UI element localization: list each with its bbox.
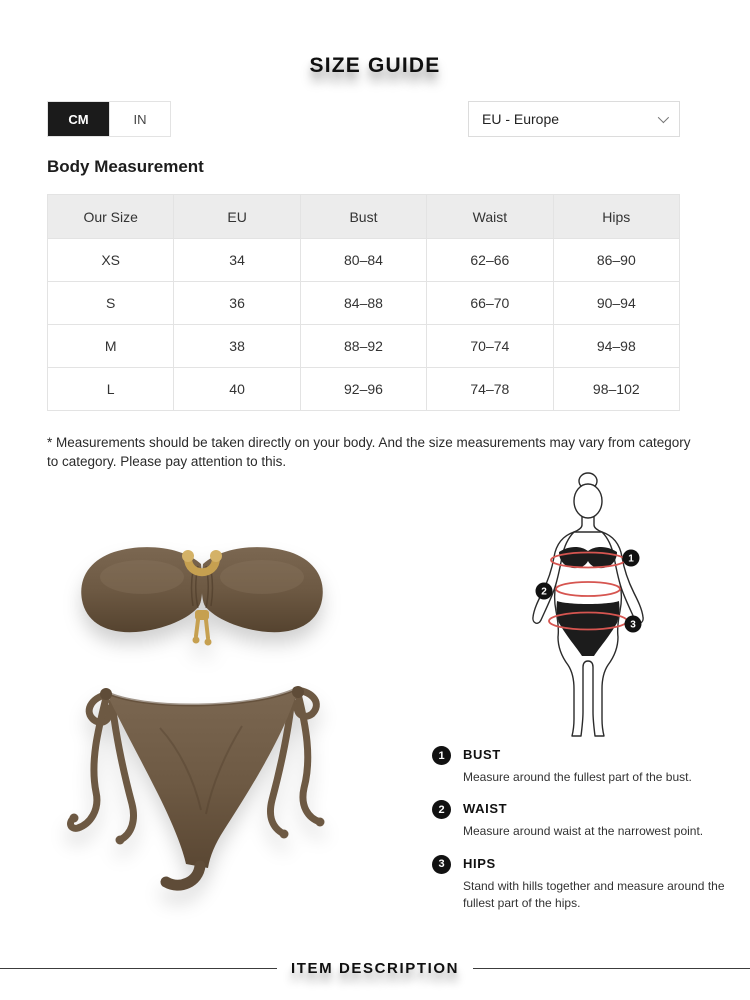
page-title: SIZE GUIDE xyxy=(309,54,441,77)
table-cell: XS xyxy=(48,239,174,282)
table-header-cell: Waist xyxy=(427,195,553,239)
table-cell: 66–70 xyxy=(427,282,553,325)
table-cell: 90–94 xyxy=(553,282,679,325)
bust-number-badge: 1 xyxy=(432,746,451,765)
table-cell: 86–90 xyxy=(553,239,679,282)
table-cell: 88–92 xyxy=(300,325,426,368)
region-select-value: EU - Europe xyxy=(482,111,560,127)
figure-badge-hips: 3 xyxy=(630,619,636,631)
table-cell: 34 xyxy=(174,239,300,282)
divider-line xyxy=(0,968,277,969)
bikini-bottom-tip xyxy=(166,866,200,885)
bikini-bottom-front xyxy=(106,688,298,868)
table-row xyxy=(48,239,680,282)
table-header-cell: Bust xyxy=(300,195,426,239)
table-cell: 94–98 xyxy=(553,325,679,368)
measurement-figure xyxy=(502,470,674,745)
table-cell: 62–66 xyxy=(427,239,553,282)
gold-pendant xyxy=(193,610,212,646)
table-cell: 36 xyxy=(174,282,300,325)
table-header-cell: Hips xyxy=(553,195,679,239)
figure-graphic xyxy=(502,470,674,745)
unit-toggle xyxy=(47,101,171,137)
waist-label: WAIST xyxy=(463,801,508,817)
table-cell: 74–78 xyxy=(427,368,553,411)
table-header-row xyxy=(48,195,680,239)
table-cell: 98–102 xyxy=(553,368,679,411)
table-cell: M xyxy=(48,325,174,368)
table-cell: L xyxy=(48,368,174,411)
waist-description: Measure around waist at the narrowest point. xyxy=(463,824,704,839)
table-cell: 70–74 xyxy=(427,325,553,368)
table-header-cell: EU xyxy=(174,195,300,239)
hips-description: Stand with hills together and measure around the fullest part of the hips. xyxy=(463,878,725,911)
table-row xyxy=(48,368,680,411)
bust-label: BUST xyxy=(463,747,501,762)
bikini-bottom-image xyxy=(40,658,360,913)
item-description-title: ITEM DESCRIPTION xyxy=(290,960,460,977)
table-row xyxy=(48,282,680,325)
item-description-section xyxy=(0,960,750,977)
table-cell: 38 xyxy=(174,325,300,368)
region-select[interactable] xyxy=(468,101,680,137)
figure-badge-waist: 2 xyxy=(541,586,547,598)
bust-description: Measure around the fullest part of the bust. xyxy=(463,770,692,784)
unit-toggle-cm[interactable]: CM xyxy=(48,102,109,136)
table-header-cell: Our Size xyxy=(48,195,174,239)
bikini-bottom-graphic xyxy=(40,658,360,913)
measure-item-waist xyxy=(432,801,712,840)
divider-line xyxy=(473,968,750,969)
table-cell: 84–88 xyxy=(300,282,426,325)
measure-guide-list xyxy=(432,747,725,928)
bikini-top-graphic xyxy=(52,522,352,667)
unit-toggle-in[interactable]: IN xyxy=(109,102,170,136)
figure-badge-bust: 1 xyxy=(628,553,634,565)
chevron-down-icon xyxy=(658,112,669,123)
hips-number-badge: 3 xyxy=(432,855,451,874)
measure-item-bust xyxy=(432,747,712,786)
table-cell: 92–96 xyxy=(300,368,426,411)
size-table xyxy=(47,194,680,411)
bikini-top-image xyxy=(52,522,352,667)
waist-number-badge: 2 xyxy=(432,800,451,819)
table-row xyxy=(48,325,680,368)
measure-item-hips xyxy=(432,855,725,913)
body-measurement-heading: Body Measurement xyxy=(47,157,204,176)
table-cell: S xyxy=(48,282,174,325)
table-cell: 40 xyxy=(174,368,300,411)
measurement-note: * Measurements should be taken directly on your body. And the size measurements may vary from category to category. Please pay attention to this. xyxy=(47,435,691,469)
table-cell: 80–84 xyxy=(300,239,426,282)
hips-label: HIPS xyxy=(463,855,496,871)
figure-head xyxy=(574,484,602,518)
